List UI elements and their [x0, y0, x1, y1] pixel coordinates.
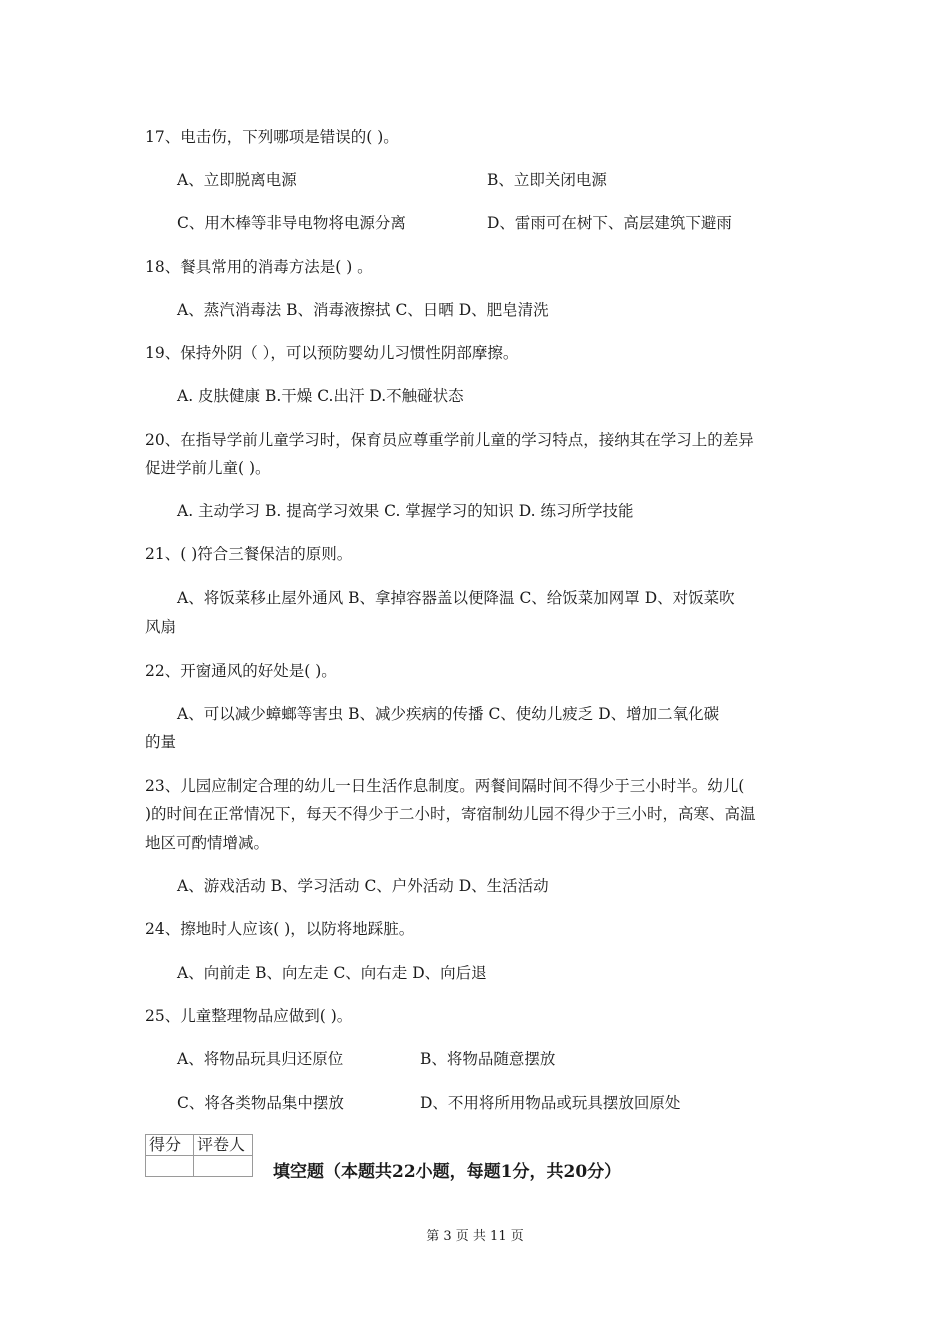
- q23-options: A、游戏活动 B、学习活动 C、户外活动 D、生活活动: [177, 877, 549, 895]
- q23-stem-line-2: )的时间在正常情况下，每天不得少于二小时，寄宿制幼儿园不得少于三小时，高寒、高温: [145, 805, 756, 823]
- q17-option-a: A、立即脱离电源: [177, 171, 297, 189]
- q21-options-line-2: 风扇: [145, 618, 177, 636]
- grader-cell: [194, 1156, 253, 1177]
- q24-stem: 24、擦地时人应该( )，以防将地踩脏。: [145, 920, 415, 938]
- q20-options: A. 主动学习 B. 提高学习效果 C. 掌握学习的知识 D. 练习所学技能: [177, 502, 634, 520]
- q19-options: A. 皮肤健康 B.干燥 C.出汗 D.不触碰状态: [177, 387, 464, 405]
- page-footer: 第 3 页 共 11 页: [426, 1229, 524, 1244]
- q18-options: A、蒸汽消毒法 B、消毒液擦拭 C、日晒 D、肥皂清洗: [177, 301, 549, 319]
- q24-options: A、向前走 B、向左走 C、向右走 D、向后退: [177, 964, 487, 982]
- q25-option-b: B、将物品随意摆放: [420, 1050, 556, 1068]
- score-label: 得分: [146, 1135, 194, 1156]
- q22-options-line-2: 的量: [145, 733, 177, 751]
- score-cell: [146, 1156, 194, 1177]
- q18-stem: 18、餐具常用的消毒方法是( ) 。: [145, 258, 373, 276]
- q25-stem: 25、儿童整理物品应做到( )。: [145, 1007, 353, 1025]
- q21-stem: 21、( )符合三餐保洁的原则。: [145, 545, 353, 563]
- q19-stem: 19、保持外阴（ ），可以预防婴幼儿习惯性阴部摩擦。: [145, 344, 519, 362]
- q23-stem-line-1: 23、儿园应制定合理的幼儿一日生活作息制度。两餐间隔时间不得少于三小时半。幼儿(: [145, 777, 745, 795]
- grader-label: 评卷人: [194, 1135, 253, 1156]
- q17-option-d: D、雷雨可在树下、高层建筑下避雨: [487, 214, 732, 232]
- score-box: [145, 1134, 253, 1177]
- q22-options-line-1: A、可以减少蟑螂等害虫 B、减少疾病的传播 C、使幼儿疲乏 D、增加二氧化碳: [177, 705, 720, 723]
- q20-stem-line-2: 促进学前儿童( )。: [145, 459, 271, 477]
- q17-stem: 17、电击伤，下列哪项是错误的( )。: [145, 128, 399, 146]
- q22-stem: 22、开窗通风的好处是( )。: [145, 662, 337, 680]
- q21-options-line-1: A、将饭菜移止屋外通风 B、拿掉容器盖以便降温 C、给饭菜加网罩 D、对饭菜吹: [177, 589, 735, 607]
- q23-stem-line-3: 地区可酌情增减。: [145, 834, 270, 852]
- q25-option-c: C、将各类物品集中摆放: [177, 1094, 344, 1112]
- q17-option-c: C、用木棒等非导电物将电源分离: [177, 214, 406, 232]
- q25-option-d: D、不用将所用物品或玩具摆放回原处: [420, 1094, 681, 1112]
- q20-stem-line-1: 20、在指导学前儿童学习时，保育员应尊重学前儿童的学习特点，接纳其在学习上的差异: [145, 431, 754, 449]
- q17-option-b: B、立即关闭电源: [487, 171, 607, 189]
- section-title: 填空题（本题共22小题，每题1分，共20分）: [273, 1162, 622, 1182]
- q25-option-a: A、将物品玩具归还原位: [177, 1050, 344, 1068]
